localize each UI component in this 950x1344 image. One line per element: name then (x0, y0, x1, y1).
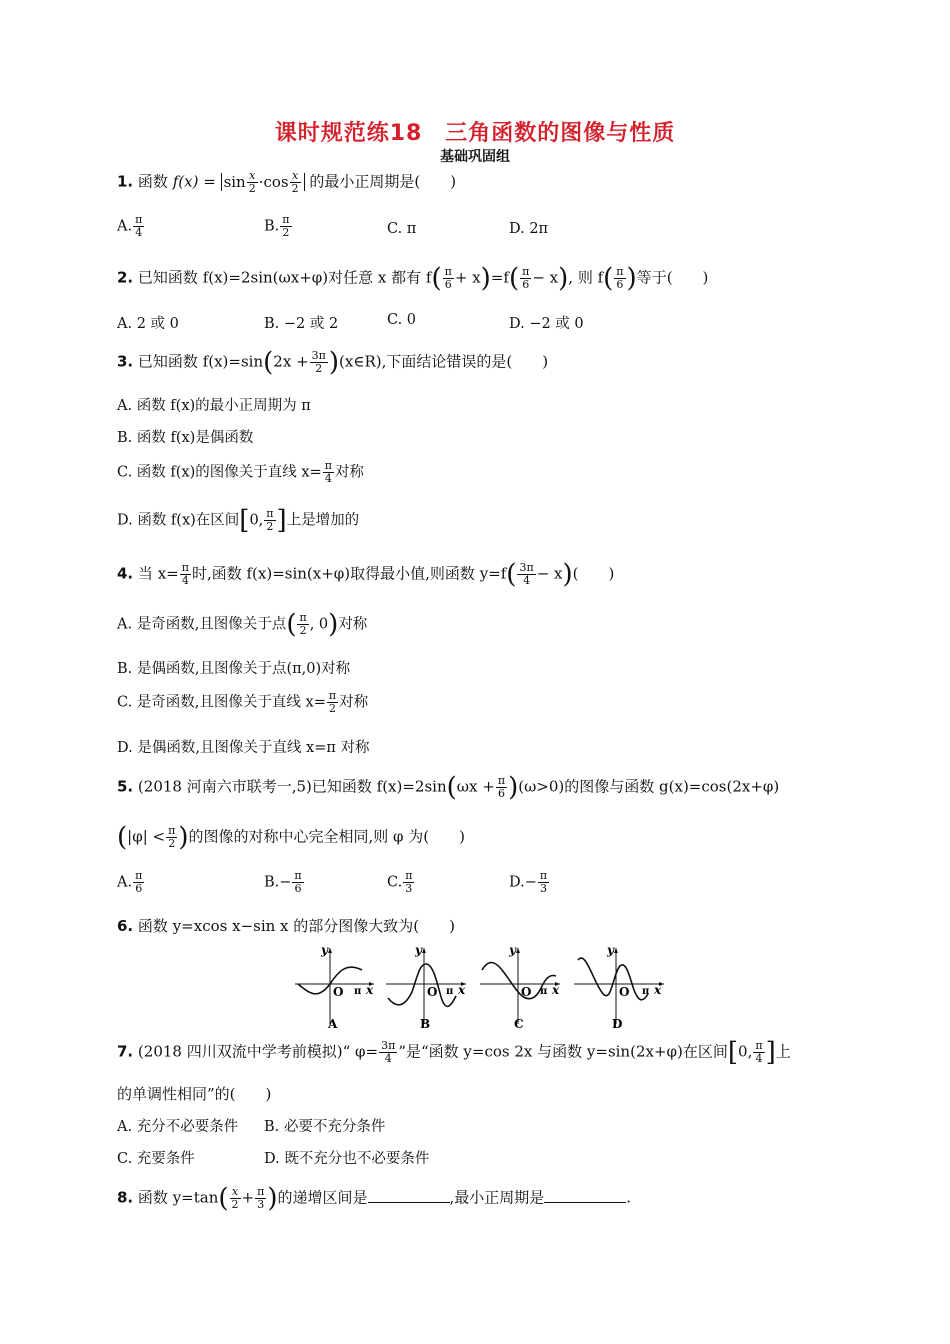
question-number: 1. (117, 172, 134, 191)
fraction: $\frac{\pi}{2}$ (328, 689, 337, 715)
pi-label: π (446, 986, 454, 997)
answer-blank-period[interactable] (544, 1188, 626, 1203)
fraction: $\frac{3\pi}{4}$ (381, 1039, 396, 1065)
question-5: 5. (2018 河南六市联考一,5)已知函数 f(x)=2sin(ωx + $\frac{\pi}{6}$ )(ω>0)的图像与函数 g(x)=cos(2x+φ) (117, 772, 780, 803)
fraction: $\frac{\pi}{2}$ (282, 213, 290, 239)
fraction: $\frac{x}{2}$ (248, 169, 256, 195)
option-c[interactable]: C. 函数 f(x)的图像关于直线 x= $\frac{\pi}{4}$ 对称 (117, 459, 364, 485)
graph-label-d: D (612, 1017, 623, 1031)
question-7: 7. (2018 四川双流中学考前模拟)“ φ= $\frac{3\pi}{4}$ ”是“函数 y=cos 2x 与函数 y=sin(2x+φ)在区间[0, $\frac{\pi}{4}$ ]上 (117, 1037, 791, 1068)
fraction: $\frac{\pi}{6}$ (497, 774, 506, 800)
fraction: $\frac{3\pi}{2}$ (311, 349, 326, 375)
question-4: 4. 当 x= $\frac{\pi}{4}$ 时,函数 f(x)=sin(x+φ)取得最小值,则函数 y=f( $\frac{3\pi}{4}$ − x)( ) (117, 559, 615, 590)
fraction: $\frac{\pi}{2}$ (266, 507, 274, 533)
option-d[interactable]: D. 是偶函数,且图像关于直线 x=π 对称 (117, 740, 370, 756)
fraction: $\frac{x}{2}$ (291, 169, 299, 195)
equals-sign: = (203, 172, 216, 191)
question-6 (117, 916, 455, 936)
option-b[interactable]: B. −2 或 2 (264, 316, 339, 332)
option-c[interactable]: C. π (387, 221, 417, 237)
graph-label-a: A (328, 1017, 338, 1031)
graph-a[interactable] (295, 943, 374, 1031)
axis-x-label: x (552, 983, 560, 997)
axis-y-label: y (321, 943, 328, 957)
fraction: $\frac{\pi}{6}$ (294, 869, 302, 895)
section-subtitle: 基础巩固组 (440, 149, 510, 165)
question-text: (2018 四川双流中学考前模拟)“ φ= (137, 1042, 379, 1061)
fraction: $\frac{\pi}{3}$ (539, 869, 548, 895)
question-text: (2018 河南六市联考一,5)已知函数 f(x)=2sin (137, 777, 447, 796)
question-number: 3. (117, 352, 134, 371)
option-c[interactable]: C. $\frac{\pi}{3}$ (387, 869, 413, 895)
abs-expression: sin $\frac{x}{2}$ ·cos $\frac{x}{2}$ (221, 173, 305, 191)
fraction: $\frac{\pi}{6}$ (522, 265, 530, 291)
option-b[interactable]: B.− $\frac{\pi}{6}$ (264, 869, 302, 895)
option-b[interactable]: B. 必要不充分条件 (264, 1119, 386, 1135)
graph-label-b: B (420, 1017, 431, 1031)
graph-d[interactable] (574, 943, 664, 1031)
option-c[interactable]: C. 充要条件 (117, 1151, 195, 1167)
pi-label: π (540, 986, 548, 997)
question-3: 3. 已知函数 f(x)=sin(2x + $\frac{3\pi}{2}$ )(x∈R),下面结论错误的是( ) (117, 347, 549, 378)
axis-x-label: x (654, 983, 662, 997)
question-text: 已知函数 f(x)=2sin(ωx+φ)对任意 x 都有 f (137, 268, 432, 287)
fraction: $\frac{\pi}{6}$ (135, 869, 143, 895)
option-a[interactable]: A. 函数 f(x)的最小正周期为 π (117, 398, 311, 414)
fraction: $\frac{\pi}{3}$ (405, 869, 413, 895)
axis-y-label: y (607, 943, 614, 957)
graph-options (290, 942, 670, 1034)
question-8: 8. 函数 y=tan( $\frac{x}{2}$ + $\frac{\pi}{3}$ )的递增区间是 ,最小正周期是 . (117, 1183, 632, 1214)
graph-label-c: C (514, 1017, 524, 1031)
question-text: 函数 (137, 172, 173, 191)
option-a[interactable]: A. $\frac{\pi}{4}$ (117, 213, 143, 239)
fraction: $\frac{\pi}{4}$ (135, 213, 143, 239)
option-a[interactable]: A. 充分不必要条件 (117, 1119, 239, 1135)
option-c[interactable]: C. 0 (387, 312, 417, 328)
fraction: $\frac{3\pi}{4}$ (519, 561, 534, 587)
fraction: $\frac{\pi}{6}$ (616, 265, 624, 291)
question-text: 的最小正周期是( ) (309, 172, 457, 191)
graph-b[interactable] (386, 943, 466, 1031)
fraction: $\frac{\pi}{3}$ (257, 1185, 265, 1211)
option-d[interactable]: D. 既不充分也不必要条件 (264, 1151, 430, 1167)
question-text: 函数 y=xcos x−sin x 的部分图像大致为( ) (137, 917, 455, 935)
question-1 (117, 170, 456, 195)
question-2: 2. 已知函数 f(x)=2sin(ωx+φ)对任意 x 都有 f( $\frac{\pi}{6}$ + x)=f( $\frac{\pi}{6}$ − x), 则 f( $\frac{\pi}{6}$ )等于( ) (117, 263, 709, 294)
axis-y-label: y (415, 943, 422, 957)
graph-c[interactable] (480, 943, 560, 1031)
function-name: f(x) (172, 172, 199, 191)
axis-y-label: y (509, 943, 516, 957)
question-number: 6. (117, 917, 134, 935)
option-c[interactable]: C. 是奇函数,且图像关于直线 x= $\frac{\pi}{2}$ 对称 (117, 689, 369, 715)
answer-blank-interval[interactable] (368, 1188, 450, 1203)
question-number: 7. (117, 1042, 134, 1061)
origin-label: O (333, 985, 344, 999)
option-d[interactable]: D. 函数 f(x)在区间[0, $\frac{\pi}{2}$ ]上是增加的 (117, 505, 360, 536)
axis-x-label: x (458, 983, 466, 997)
option-b[interactable]: B. $\frac{\pi}{2}$ (264, 213, 290, 239)
fraction: $\frac{\pi}{6}$ (444, 265, 452, 291)
origin-label: O (427, 985, 438, 999)
pi-label: π (642, 986, 650, 997)
axis-x-label: x (366, 983, 374, 997)
option-a[interactable]: A. $\frac{\pi}{6}$ (117, 869, 143, 895)
question-7-continued: 的单调性相同”的( ) (117, 1085, 272, 1103)
option-b[interactable]: B. 函数 f(x)是偶函数 (117, 430, 254, 446)
option-b[interactable]: B. 是偶函数,且图像关于点(π,0)对称 (117, 661, 351, 677)
fraction: $\frac{\pi}{2}$ (299, 611, 307, 637)
option-a[interactable]: A. 2 或 0 (117, 316, 179, 332)
option-d[interactable]: D. −2 或 0 (509, 316, 584, 332)
page-title: 课时规范练18 三角函数的图像与性质 (274, 121, 676, 146)
fraction: $\frac{\pi}{2}$ (168, 824, 176, 850)
fraction: $\frac{\pi}{4}$ (324, 459, 332, 485)
fraction: $\frac{x}{2}$ (231, 1185, 239, 1211)
question-5-continued: (|φ| < $\frac{\pi}{2}$ )的图像的对称中心完全相同,则 φ 为( ) (117, 822, 466, 853)
fraction: $\frac{\pi}{4}$ (755, 1039, 763, 1065)
question-number: 4. (117, 564, 134, 583)
option-d[interactable]: D. 2π (509, 221, 549, 237)
pi-label: π (354, 986, 362, 997)
question-text: 函数 y=tan (137, 1188, 219, 1207)
origin-label: O (521, 985, 532, 999)
fraction: $\frac{\pi}{4}$ (181, 561, 189, 587)
origin-label: O (619, 985, 630, 999)
option-d[interactable]: D.− $\frac{\pi}{3}$ (509, 869, 548, 895)
question-number: 8. (117, 1188, 134, 1207)
question-text: 当 x= (137, 564, 179, 583)
question-number: 5. (117, 777, 134, 796)
question-text: 已知函数 f(x)=sin (137, 352, 264, 371)
question-number: 2. (117, 268, 134, 287)
option-a[interactable]: A. 是奇函数,且图像关于点( $\frac{\pi}{2}$ , 0)对称 (117, 609, 368, 640)
